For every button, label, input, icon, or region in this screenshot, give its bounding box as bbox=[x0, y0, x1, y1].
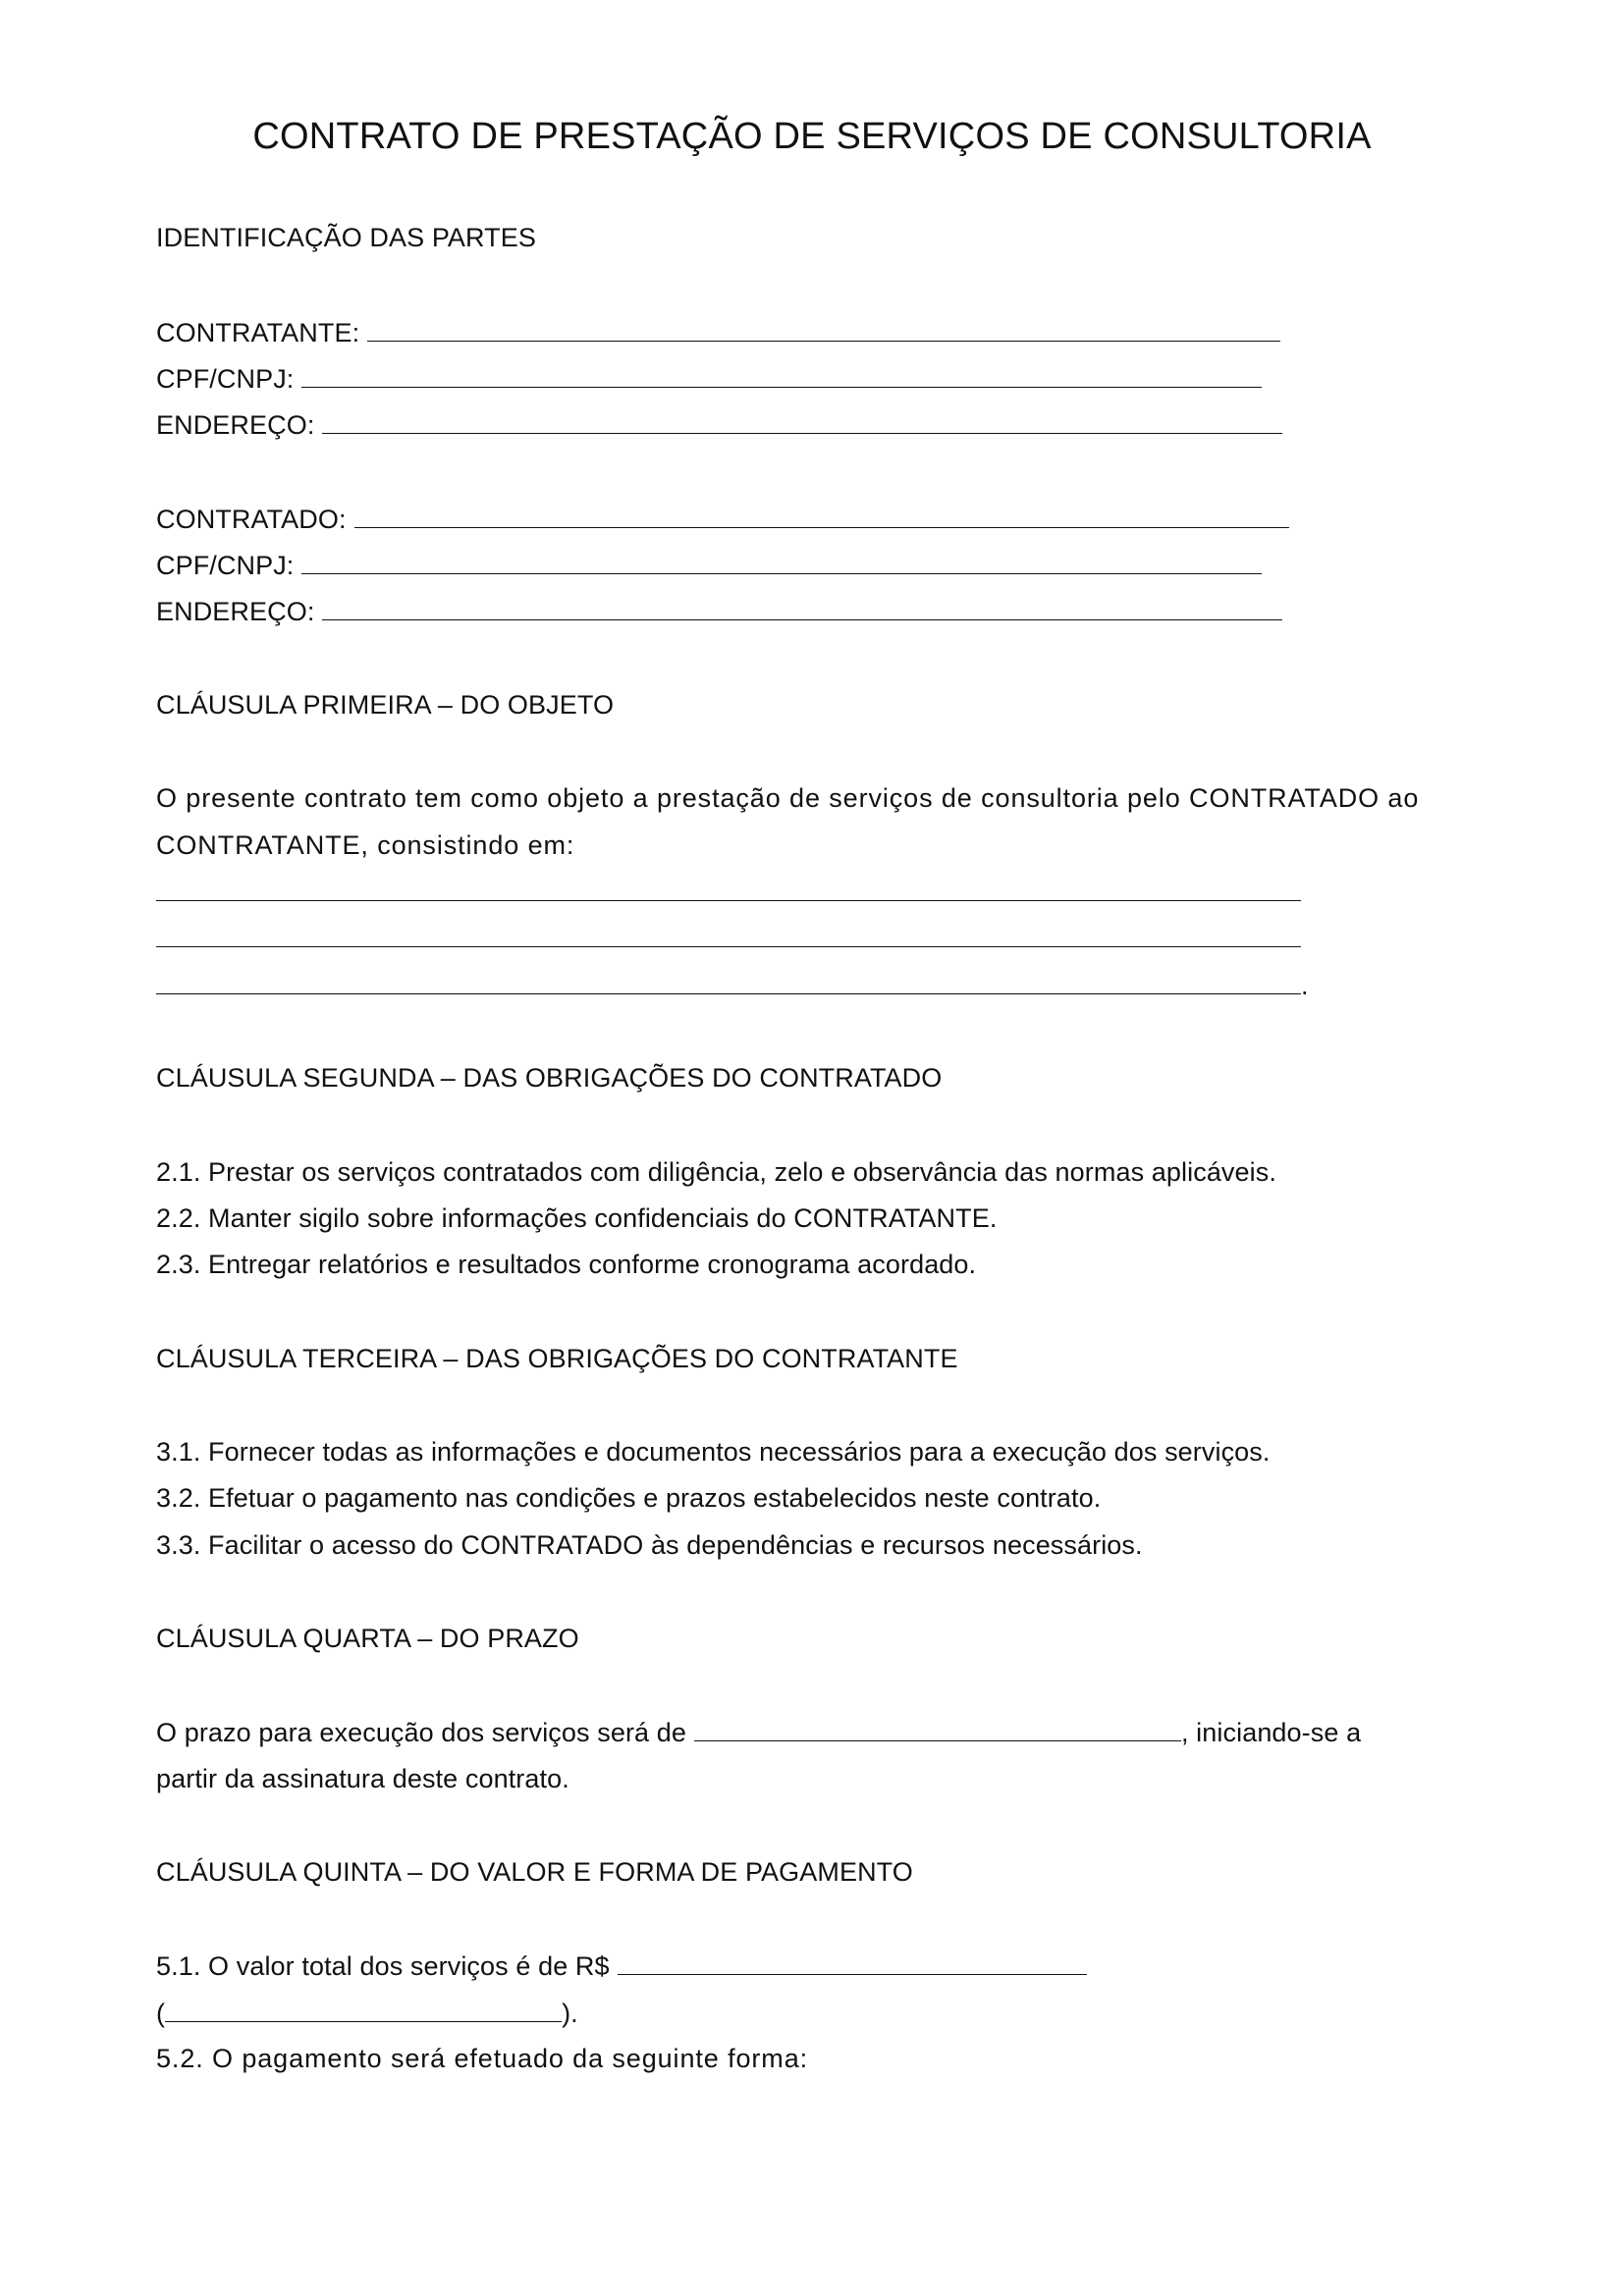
clause2-heading: CLÁUSULA SEGUNDA – DAS OBRIGAÇÕES DO CONTRATADO bbox=[156, 1063, 943, 1093]
contratante-name-label: CONTRATANTE: bbox=[156, 318, 360, 347]
clause1-object-field-3[interactable] bbox=[156, 967, 1301, 994]
clause1-object-field-2[interactable] bbox=[156, 920, 1301, 947]
clause4-text-before: O prazo para execução dos serviços será de bbox=[156, 1718, 686, 1747]
clause3-item: 3.1. Fornecer todas as informações e documentos necessários para a execução dos serviços. bbox=[156, 1437, 1271, 1467]
clause3-heading: CLÁUSULA TERCEIRA – DAS OBRIGAÇÕES DO CONTRATANTE bbox=[156, 1344, 958, 1373]
contratante-doc-field[interactable] bbox=[301, 360, 1262, 388]
contratante-address-row bbox=[156, 406, 1282, 443]
contratante-address-field[interactable] bbox=[322, 406, 1282, 434]
clause5-open-paren: ( bbox=[156, 1999, 166, 2028]
clause1-heading: CLÁUSULA PRIMEIRA – DO OBJETO bbox=[156, 690, 615, 720]
contratado-doc-field[interactable] bbox=[301, 547, 1262, 574]
clause5-item1-line1 bbox=[156, 1948, 1087, 1984]
clause5-value-field[interactable] bbox=[618, 1948, 1087, 1975]
contratado-address-label: ENDEREÇO: bbox=[156, 597, 315, 626]
clause1-blank-line1 bbox=[156, 874, 1301, 910]
contratado-address-field[interactable] bbox=[322, 593, 1282, 620]
clause1-blank-line2 bbox=[156, 920, 1301, 956]
contratante-doc-row bbox=[156, 360, 1262, 397]
clause5-value-written-field[interactable] bbox=[165, 1995, 562, 2022]
clause5-item2: 5.2. O pagamento será efetuado da seguinte forma: bbox=[156, 2044, 809, 2073]
contratante-doc-label: CPF/CNPJ: bbox=[156, 364, 295, 394]
clause1-text-line1: O presente contrato tem como objeto a prestação de serviços de consultoria pelo CONTRATADO ao bbox=[156, 783, 1420, 813]
contratado-doc-row bbox=[156, 547, 1262, 583]
contratante-address-label: ENDEREÇO: bbox=[156, 410, 315, 440]
contratante-name-field[interactable] bbox=[367, 314, 1280, 342]
clause5-close-paren: ). bbox=[562, 1999, 578, 2028]
clause4-text-line2: partir da assinatura deste contrato. bbox=[156, 1764, 569, 1793]
clause2-item: 2.3. Entregar relatórios e resultados conforme cronograma acordado. bbox=[156, 1250, 977, 1279]
contratado-name-label: CONTRATADO: bbox=[156, 505, 347, 534]
clause1-end-mark: . bbox=[1301, 971, 1309, 1000]
clause4-heading: CLÁUSULA QUARTA – DO PRAZO bbox=[156, 1624, 579, 1653]
clause1-object-field-1[interactable] bbox=[156, 874, 1301, 901]
contratante-name-row bbox=[156, 314, 1280, 350]
contratado-name-row bbox=[156, 501, 1289, 537]
contratado-name-field[interactable] bbox=[354, 501, 1289, 528]
clause1-blank-line3 bbox=[156, 967, 1309, 1003]
clause5-item1-text: 5.1. O valor total dos serviços é de R$ bbox=[156, 1951, 610, 1981]
clause5-item1-line2 bbox=[156, 1995, 578, 2031]
clause2-item: 2.2. Manter sigilo sobre informações confidenciais do CONTRATANTE. bbox=[156, 1203, 998, 1233]
clause1-text-line2: CONTRATANTE, consistindo em: bbox=[156, 830, 575, 860]
clause4-text-after: , iniciando-se a bbox=[1180, 1718, 1362, 1747]
contratado-address-row bbox=[156, 593, 1282, 629]
contratado-doc-label: CPF/CNPJ: bbox=[156, 551, 295, 580]
clause5-heading: CLÁUSULA QUINTA – DO VALOR E FORMA DE PAGAMENTO bbox=[156, 1857, 913, 1887]
clause4-text-line1 bbox=[156, 1714, 1361, 1750]
clause2-item: 2.1. Prestar os serviços contratados com diligência, zelo e observância das normas aplicáveis. bbox=[156, 1157, 1276, 1187]
clause3-item: 3.2. Efetuar o pagamento nas condições e prazos estabelecidos neste contrato. bbox=[156, 1483, 1102, 1513]
clause3-item: 3.3. Facilitar o acesso do CONTRATADO às dependências e recursos necessários. bbox=[156, 1530, 1143, 1560]
document-title: CONTRATO DE PRESTAÇÃO DE SERVIÇOS DE CONSULTORIA bbox=[252, 116, 1372, 157]
clause4-term-field[interactable] bbox=[694, 1714, 1181, 1741]
parties-heading: IDENTIFICAÇÃO DAS PARTES bbox=[156, 223, 536, 252]
